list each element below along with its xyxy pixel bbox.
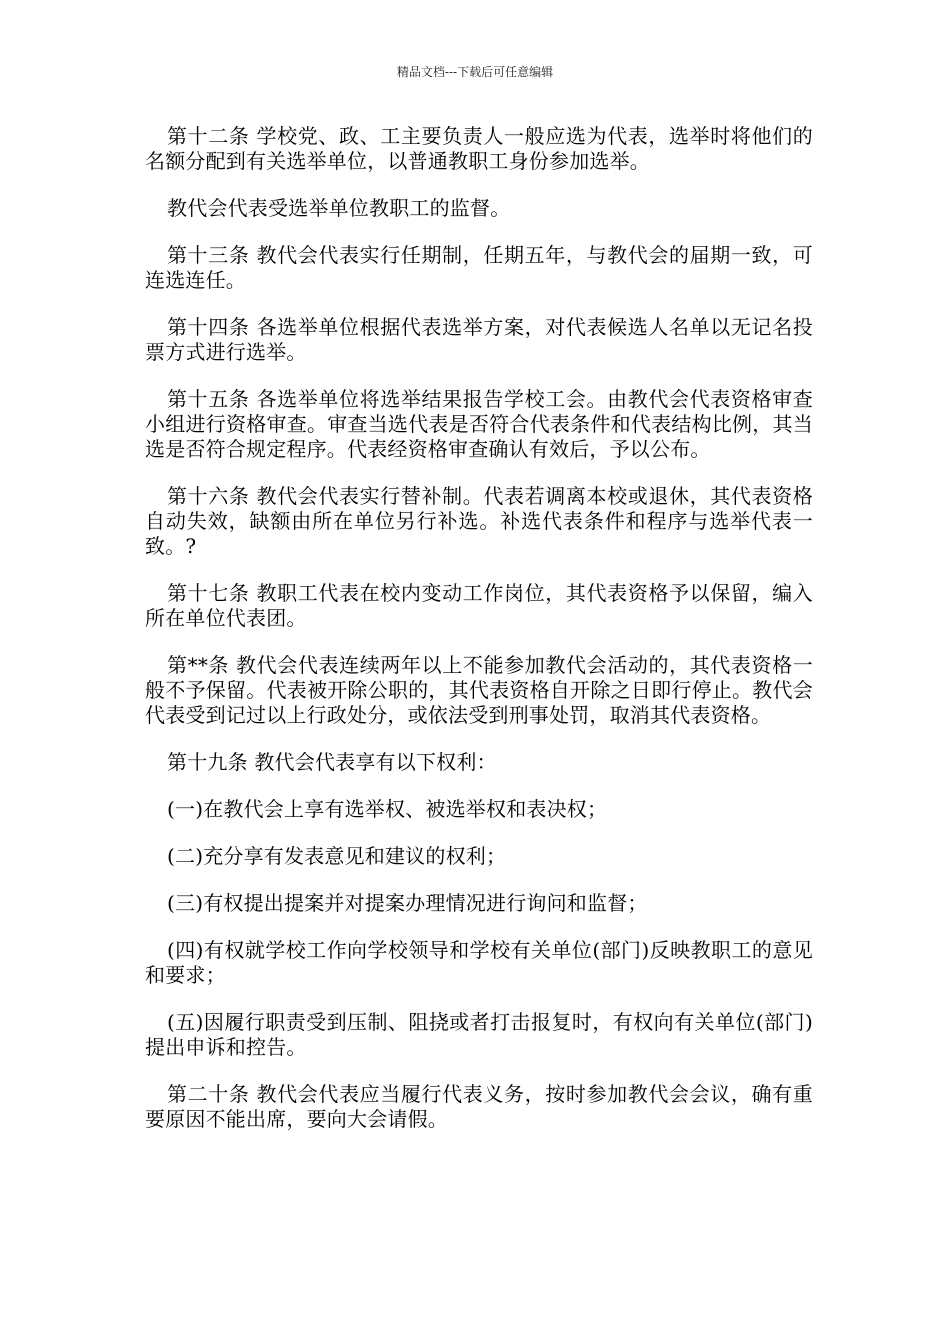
list-item-right-5: (五)因履行职责受到压制、阻挠或者打击报复时，有权向有关单位(部门)提出申诉和控告。 [145,1010,813,1059]
list-item-right-3: (三)有权提出提案并对提案办理情况进行询问和监督； [167,891,648,915]
list-item-right-2: (二)充分享有发表意见和建议的权利； [167,844,507,868]
paragraph-article-12: 第十二条 学校党、政、工主要负责人一般应选为代表，选举时将他们的名额分配到有关选举单位，以普通教职工身份参加选举。 [145,124,813,173]
paragraph-supervision: 教代会代表受选举单位教职工的监督。 [167,196,511,220]
paragraph-article-15: 第十五条 各选举单位将选举结果报告学校工会。由教代会代表资格审查小组进行资格审查。审查当选代表是否符合代表条件和代表结构比例，其当选是否符合规定程序。代表经资格审查确认有效后，予以公布。 [145,387,813,461]
page-header: 精品文档---下载后可任意编辑 [396,65,554,79]
list-item-right-1: (一)在教代会上享有选举权、被选举权和表决权； [167,797,608,821]
list-item-right-4: (四)有权就学校工作向学校领导和学校有关单位(部门)反映教职工的意见和要求； [145,938,813,987]
paragraph-article-17: 第十七条 教职工代表在校内变动工作岗位，其代表资格予以保留，编入所在单位代表团。 [145,581,813,630]
paragraph-article-20: 第二十条 教代会代表应当履行代表义务，按时参加教代会会议，确有重要原因不能出席，要向大会请假。 [145,1082,813,1131]
paragraph-article-19: 第十九条 教代会代表享有以下权利： [167,750,497,774]
paragraph-article-16: 第十六条 教代会代表实行替补制。代表若调离本校或退休，其代表资格自动失效，缺额由所在单位另行补选。补选代表条件和程序与选举代表一致。? [145,484,813,558]
document-body [145,124,813,1154]
paragraph-article-14: 第十四条 各选举单位根据代表选举方案，对代表候选人名单以无记名投票方式进行选举。 [145,315,813,364]
paragraph-article-13: 第十三条 教代会代表实行任期制，任期五年，与教代会的届期一致，可连选连任。 [145,243,813,292]
paragraph-article-18: 第**条 教代会代表连续两年以上不能参加教代会活动的，其代表资格一般不予保留。代表被开除公职的，其代表资格自开除之日即行停止。教代会代表受到记过以上行政处分，或依法受到刑事处罚，取消其代表资格。 [145,653,813,727]
